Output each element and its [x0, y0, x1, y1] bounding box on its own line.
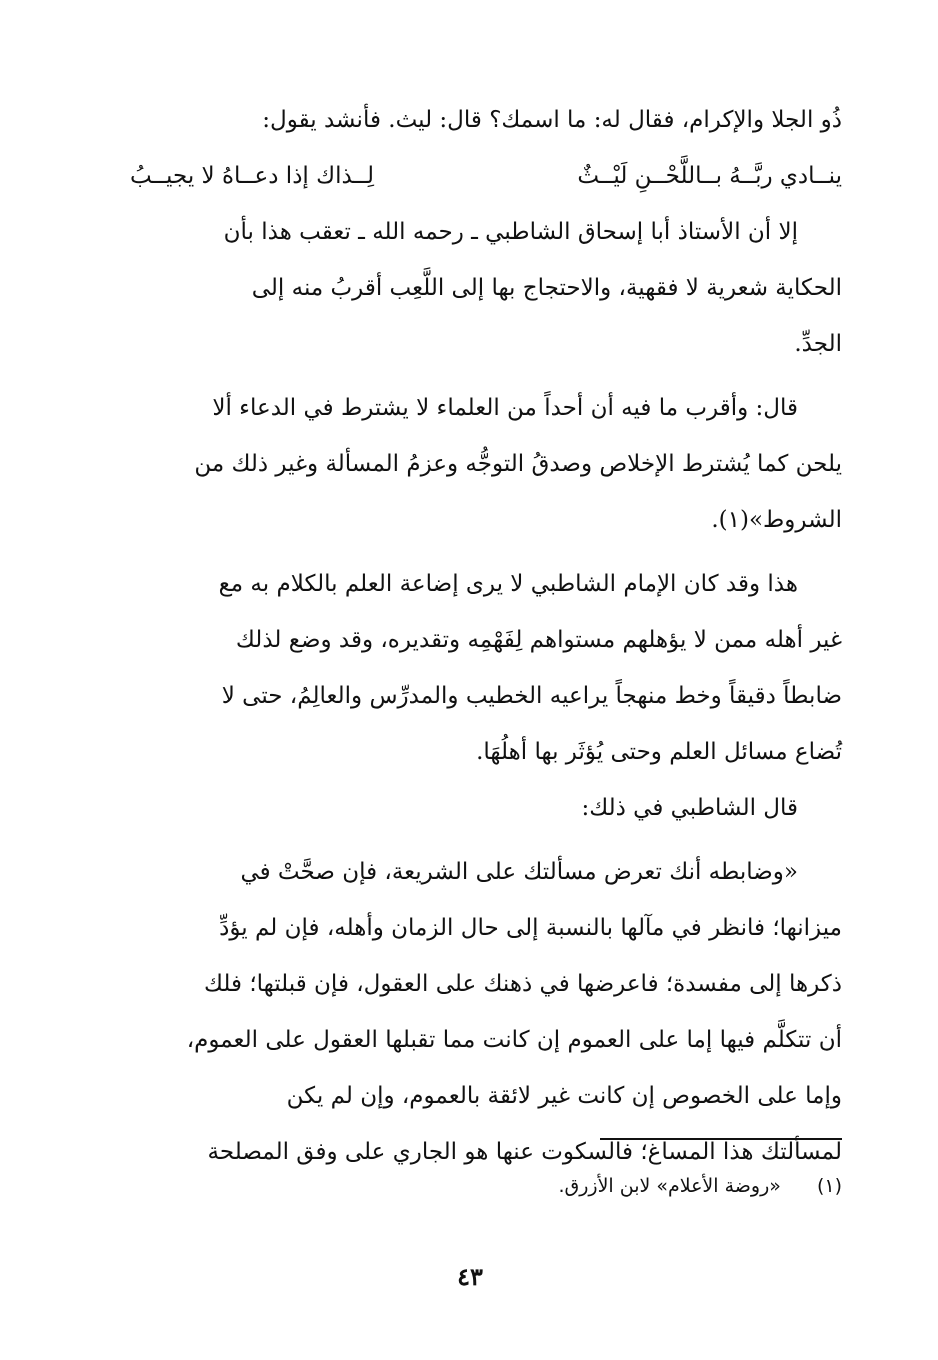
paragraph-1 — [130, 204, 842, 372]
text-line: قال الشاطبي في ذلك: — [581, 795, 798, 821]
text-line: الجدِّ. — [794, 331, 842, 357]
text-line: أن تتكلَّم فيها إما على العموم إن كانت مما تقبلها العقول على العموم، — [186, 1027, 842, 1053]
text-line: هذا وقد كان الإمام الشاطبي لا يرى إضاعة العلم بالكلام به مع — [218, 571, 798, 597]
intro-line: ذُو الجلا والإكرام، فقال له: ما اسمك؟ قال: ليث. فأنشد يقول: — [262, 107, 842, 133]
paragraph-gap — [130, 372, 842, 380]
text-line: «وضابطه أنك تعرض مسألتك على الشريعة، فإن صحَّتْ في — [240, 859, 798, 885]
paragraph-gap — [130, 548, 842, 556]
text-line: تُضاع مسائل العلم وحتى يُؤثَر بها أهلُهَا. — [476, 739, 842, 765]
text-line: الشروط»(١). — [711, 507, 842, 533]
text-line: وإما على الخصوص إن كانت غير لائقة بالعموم، وإن لم يكن — [286, 1083, 842, 1109]
text-line: الحكاية شعرية لا فقهية، والاحتجاج بها إلى اللَّعِب أقربُ منه إلى — [251, 275, 842, 301]
text-line: قال: وأقرب ما فيه أن أحداً من العلماء لا يشترط في الدعاء ألا — [212, 395, 798, 421]
text-line: يلحن كما يُشترط الإخلاص وصدقُ التوجُّه وعزمُ المسألة وغير ذلك من — [194, 451, 842, 477]
page-number: ٤٣ — [457, 1262, 483, 1291]
text-line: ذكرها إلى مفسدة؛ فاعرضها في ذهنك على العقول، فإن قبلتها؛ فلك — [204, 971, 842, 997]
verse-first-hemistich: ينــادي ربَّــهُ بــاللَّحْــنِ لَيْــثٌ — [577, 163, 842, 189]
text-line: إلا أن الأستاذ أبا إسحاق الشاطبي ـ رحمه الله ـ تعقب هذا بأن — [223, 219, 798, 245]
poetry-verse — [130, 148, 842, 204]
text-line: ميزانها؛ فانظر في مآلها بالنسبة إلى حال الزمان وأهله، فإن لم يؤدِّ — [219, 915, 842, 941]
footnote — [430, 1172, 842, 1200]
main-text — [130, 92, 842, 1180]
text-line: غير أهله ممن لا يؤهلهم مستواهم لِفَهْمِه وتقديره، وقد وضع لذلك — [235, 627, 842, 653]
footnote-number: (١) — [816, 1175, 842, 1197]
text-line: لمسألتك هذا المساغ؛ فالسكوت عنها هو الجاري على وفق المصلحة — [207, 1139, 842, 1165]
paragraph-4 — [130, 780, 842, 836]
footnote-text: «روضة الأعلام» لابن الأزرق. — [558, 1175, 781, 1197]
paragraph-3 — [130, 556, 842, 780]
paragraph-gap — [130, 836, 842, 844]
paragraph-5-quotation — [130, 844, 842, 1180]
paragraph-2 — [130, 380, 842, 548]
footnote-divider — [600, 1138, 842, 1140]
verse-second-hemistich: لِــذاك إذا دعــاهُ لا يجيــبُ — [130, 163, 375, 189]
text-line: ضابطاً دقيقاً وخط منهجاً يراعيه الخطيب والمدرِّس والعالِمُ، حتى لا — [221, 683, 842, 709]
